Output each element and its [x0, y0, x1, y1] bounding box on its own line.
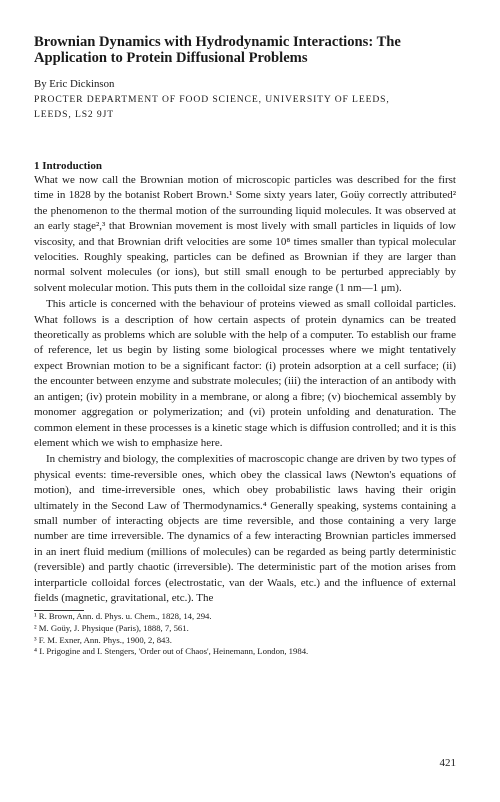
paragraph-1: What we now call the Brownian motion of microscopic particles was described for the first time in 1828 by the botanist Robert Brown.¹ Some sixty years later, Goüy correctly attributed² the phenomenon to the thermal motion of the surrounding liquid molecules. It was observed at an early stage²,³ that Brownian movement is most lively with small particles in liquids of low viscosity, and that Brownian drift velocities are some 10⁸ times smaller than typical molecular velocities. Roughly speaking, particles can be defined as Brownian if they are larger than normal solvent molecules (or ions), but still small enough to be perturbed appreciably by solvent molecular motion. This puts them in the colloidal size range (1 nm—1 μm). — [34, 174, 456, 294]
article-title: Brownian Dynamics with Hydrodynamic Interactions: The Application to Protein Diffusional Problems — [34, 34, 401, 66]
page-body — [34, 34, 456, 658]
footnote-3: ³ F. M. Exner, Ann. Phys., 1900, 2, 843. — [34, 634, 172, 645]
footnote-1: ¹ R. Brown, Ann. d. Phys. u. Chem., 1828, 14, 294. — [34, 611, 212, 622]
page-number: 421 — [439, 757, 456, 769]
affiliation-line-2: LEEDS, LS2 9JT — [34, 109, 115, 120]
section-heading: 1 Introduction — [34, 160, 102, 172]
footnote-2: ² M. Goüy, J. Physique (Paris), 1888, 7, 561. — [34, 622, 189, 633]
paragraph-2: This article is concerned with the behaviour of proteins viewed as small colloidal particles. What follows is a description of how certain aspects of protein dynamics can be treated theoretically as problems which are soluble with the help of a computer. To establish our frame of reference, let us begin by listing some biological processes where we might tentatively expect Brownian motion to be a significant factor: (i) protein adsorption at a cell surface; (ii) the encounter between enzyme and substrate molecules; (iii) the interaction of an antibody with an antigen; (iv) protein mobility in a membrane, or along a fibre; (v) biochemical assembly by monomer aggregation or polymerization; and (vi) protein unfolding and denaturation. The common element in these processes is a kinetic stage which is diffusion controlled; and it is this element which we wish to emphasize here. — [34, 298, 456, 449]
paragraph-3: In chemistry and biology, the complexities of macroscopic change are driven by two types of physical events: time-reversible ones, which obey the classical laws (Newton's equations of motion), and time-irreversible ones, which obey probabilistic laws having their origin ultimately in the Second Law of Thermodynamics.⁴ Generally speaking, systems containing a small number of interacting objects are time reversible, and those containing a very large number are time irreversible. The dynamics of a few interacting Brownian particles immersed in an inert fluid medium (millions of molecules) can be regarded as being partly deterministic (reversible) and partly chaotic (irreversible). The deterministic part of the motion arises from interparticle colloidal forces (electrostatic, van der Waals, etc.) and the influence of external fields (magnetic, gravitational, etc.). The — [34, 453, 456, 604]
author-line: By Eric Dickinson — [34, 78, 115, 90]
affiliation-line-1: PROCTER DEPARTMENT OF FOOD SCIENCE, UNIVERSITY OF LEEDS, — [34, 94, 390, 105]
footnote-4: ⁴ I. Prigogine and I. Stengers, 'Order out of Chaos', Heinemann, London, 1984. — [34, 646, 309, 657]
